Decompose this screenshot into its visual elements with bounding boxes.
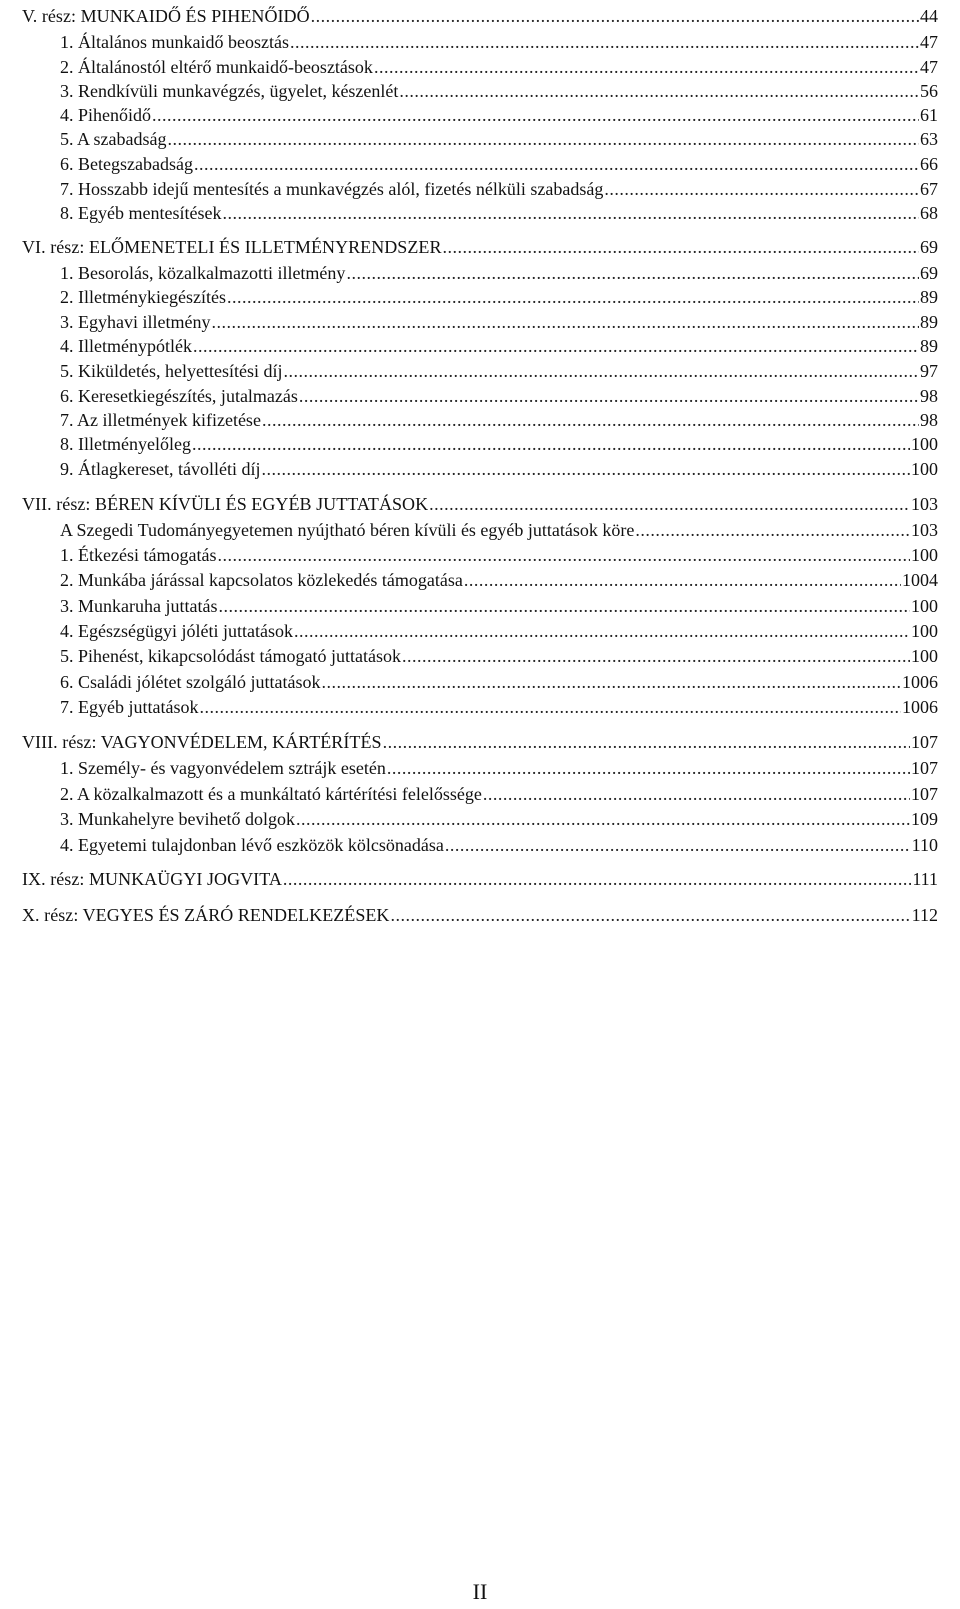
toc-entry: [60, 31, 938, 53]
toc-entry-page: 89: [920, 287, 938, 307]
dot-leader: [261, 458, 910, 480]
toc-entry-label: 3. Munkaruha juttatás: [60, 596, 218, 616]
dot-leader: [262, 409, 919, 431]
dot-leader: [402, 645, 910, 667]
toc-entry-label: IX. rész: MUNKAÜGYI JOGVITA: [22, 869, 282, 889]
toc-entry-label: 2. Illetménykiegészítés: [60, 287, 226, 307]
toc-entry-page: 100: [911, 545, 938, 565]
dot-leader: [192, 433, 910, 455]
dot-leader: [383, 731, 910, 753]
toc-entry-label: V. rész: MUNKAIDŐ ÉS PIHENŐIDŐ: [22, 6, 310, 26]
toc-entry-page: 109: [911, 809, 938, 829]
toc-entry-label: 7. Az illetmények kifizetése: [60, 410, 261, 430]
dot-leader: [346, 262, 919, 284]
dot-leader: [227, 286, 919, 308]
toc-entry: [60, 783, 938, 805]
dot-leader: [290, 31, 919, 53]
dot-leader: [443, 236, 919, 258]
toc-entry-label: 1. Besorolás, közalkalmazotti illetmény: [60, 263, 346, 283]
toc-entry-page: 98: [920, 386, 938, 406]
toc-entry-label: 4. Pihenőidő: [60, 105, 152, 125]
toc-entry-label: 3. Munkahelyre bevihető dolgok: [60, 809, 295, 829]
toc-entry-label: 4. Egészségügyi jóléti juttatások: [60, 621, 293, 641]
toc-entry-part-vii: [22, 493, 938, 515]
toc-entry: [60, 409, 938, 431]
toc-entry-page: 97: [920, 361, 938, 381]
toc-entry: [60, 178, 938, 200]
toc-entry-page: 100: [911, 434, 938, 454]
dot-leader: [311, 5, 919, 27]
toc-entry: [60, 262, 938, 284]
toc-entry-page: 1004: [902, 570, 938, 590]
dot-leader: [429, 493, 910, 515]
dot-leader: [217, 544, 910, 566]
toc-entry-label: 2. A közalkalmazott és a munkáltató kártérítési felelőssége: [60, 784, 482, 804]
dot-leader: [211, 311, 919, 333]
toc-entry-page: 69: [920, 237, 938, 257]
dot-leader: [194, 153, 919, 175]
toc-entry: [60, 286, 938, 308]
toc-entry-page: 68: [920, 203, 938, 223]
toc-entry: [60, 128, 938, 150]
toc-entry: [60, 620, 938, 642]
toc-entry: [60, 757, 938, 779]
toc-entry-page: 67: [920, 179, 938, 199]
dot-leader: [604, 178, 919, 200]
toc-entry-label: 6. Keresetkiegészítés, jutalmazás: [60, 386, 298, 406]
toc-entry: [60, 335, 938, 357]
dot-leader: [218, 595, 910, 617]
toc-entry: [60, 671, 938, 693]
dot-leader: [283, 868, 911, 890]
dot-leader: [193, 335, 919, 357]
toc-entry: [60, 80, 938, 102]
dot-leader: [299, 385, 919, 407]
toc-entry-page: 110: [911, 835, 938, 855]
toc-entry-label: 5. Pihenést, kikapcsolódást támogató juttatások: [60, 646, 401, 666]
toc-entry: [60, 385, 938, 407]
dot-leader: [374, 56, 919, 78]
toc-entry-label: VIII. rész: VAGYONVÉDELEM, KÁRTÉRÍTÉS: [22, 732, 382, 752]
dot-leader: [390, 904, 910, 926]
dot-leader: [483, 783, 910, 805]
toc-entry-label: A Szegedi Tudományegyetemen nyújtható béren kívüli és egyéb juttatások köre: [60, 520, 635, 540]
toc-entry-page: 56: [920, 81, 938, 101]
toc-entry-page: 112: [911, 905, 938, 925]
toc-entry-page: 69: [920, 263, 938, 283]
dot-leader: [445, 834, 911, 856]
toc-entry-page: 100: [911, 621, 938, 641]
toc-entry-label: 3. Egyhavi illetmény: [60, 312, 211, 332]
toc-entry-page: 107: [911, 784, 938, 804]
toc-entry-label: VI. rész: ELŐMENETELI ÉS ILLETMÉNYRENDSZER: [22, 237, 442, 257]
dot-leader: [321, 671, 901, 693]
toc-entry-page: 47: [920, 57, 938, 77]
toc-entry-page: 107: [911, 732, 938, 752]
toc-entry-page: 44: [920, 6, 938, 26]
toc-entry: [60, 56, 938, 78]
toc-entry-label: 5. Kiküldetés, helyettesítési díj: [60, 361, 283, 381]
toc-entry-page: 1006: [902, 697, 938, 717]
toc-entry-label: 1. Általános munkaidő beosztás: [60, 32, 289, 52]
toc-entry-label: 6. Betegszabadság: [60, 154, 193, 174]
dot-leader: [222, 202, 919, 224]
toc-entry: [60, 311, 938, 333]
toc-entry-page: 1006: [902, 672, 938, 692]
toc-entry-page: 111: [912, 869, 938, 889]
toc-entry-label: 8. Egyéb mentesítések: [60, 203, 222, 223]
dot-leader: [167, 128, 919, 150]
dot-leader: [199, 696, 901, 718]
dot-leader: [296, 808, 910, 830]
dot-leader: [294, 620, 910, 642]
toc-entry: [60, 519, 938, 541]
toc-entry-label: VII. rész: BÉREN KÍVÜLI ÉS EGYÉB JUTTATÁSOK: [22, 494, 429, 514]
toc-entry-label: 5. A szabadság: [60, 129, 167, 149]
toc-entry: [60, 808, 938, 830]
toc-entry: [60, 458, 938, 480]
toc-entry-page: 61: [920, 105, 938, 125]
toc-entry-label: 8. Illetményelőleg: [60, 434, 191, 454]
toc-entry-page: 89: [920, 312, 938, 332]
toc-entry-part-viii: [22, 731, 938, 753]
toc-entry-part-ix: [22, 868, 938, 890]
toc-entry-part-x: [22, 904, 938, 926]
page-number: II: [472, 1579, 488, 1604]
toc-entry: [60, 696, 938, 718]
toc-entry-label: 2. Munkába járással kapcsolatos közlekedés támogatása: [60, 570, 463, 590]
toc-entry-label: X. rész: VEGYES ÉS ZÁRÓ RENDELKEZÉSEK: [22, 905, 390, 925]
toc-entry-label: 3. Rendkívüli munkavégzés, ügyelet, készenlét: [60, 81, 399, 101]
dot-leader: [283, 360, 919, 382]
toc-entry-page: 103: [911, 494, 938, 514]
dot-leader: [635, 519, 910, 541]
toc-entry-page: 66: [920, 154, 938, 174]
toc-entry-page: 63: [920, 129, 938, 149]
toc-entry-page: 100: [911, 646, 938, 666]
dot-leader: [152, 104, 919, 126]
toc-entry: [60, 202, 938, 224]
toc-entry-page: 107: [911, 758, 938, 778]
toc-entry: [60, 153, 938, 175]
toc-entry-page: 89: [920, 336, 938, 356]
toc-entry-label: 6. Családi jólétet szolgáló juttatások: [60, 672, 321, 692]
toc-entry: [60, 544, 938, 566]
dot-leader: [399, 80, 919, 102]
toc-entry: [60, 360, 938, 382]
toc-entry-label: 1. Személy- és vagyonvédelem sztrájk esetén: [60, 758, 386, 778]
toc-entry: [60, 569, 938, 591]
toc-entry-label: 1. Étkezési támogatás: [60, 545, 217, 565]
toc-entry-label: 9. Átlagkereset, távolléti díj: [60, 459, 261, 479]
toc-entry-part-v: [22, 5, 938, 27]
toc-entry-page: 103: [911, 520, 938, 540]
toc-entry-label: 4. Egyetemi tulajdonban lévő eszközök kölcsönadása: [60, 835, 444, 855]
toc-entry: [60, 595, 938, 617]
dot-leader: [387, 757, 910, 779]
toc-entry-label: 2. Általánostól eltérő munkaidő-beosztások: [60, 57, 373, 77]
toc-entry-page: 47: [920, 32, 938, 52]
toc-entry-label: 7. Egyéb juttatások: [60, 697, 199, 717]
dot-leader: [464, 569, 901, 591]
toc-entry: [60, 645, 938, 667]
toc-entry-part-vi: [22, 236, 938, 258]
toc-entry-label: 4. Illetménypótlék: [60, 336, 192, 356]
toc-entry: [60, 104, 938, 126]
toc-entry-page: 100: [911, 596, 938, 616]
toc-entry-label: 7. Hosszabb idejű mentesítés a munkavégzés alól, fizetés nélküli szabadság: [60, 179, 604, 199]
toc-entry-page: 98: [920, 410, 938, 430]
toc-entry-page: 100: [911, 459, 938, 479]
toc-entry: [60, 433, 938, 455]
toc-entry: [60, 834, 938, 856]
